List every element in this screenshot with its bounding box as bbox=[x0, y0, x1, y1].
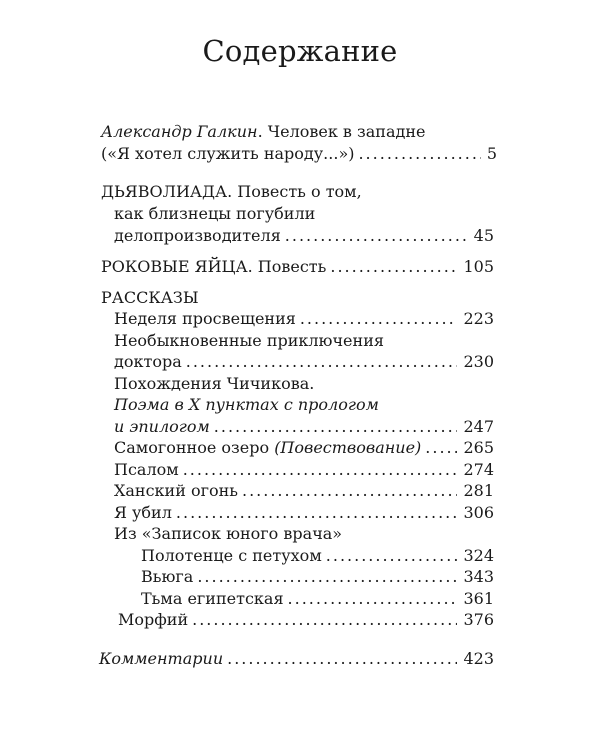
toc-entry-moonshine-lake[interactable] bbox=[114, 437, 494, 459]
toc-title: . Человек в западне bbox=[257, 122, 426, 141]
toc-entry-towel[interactable] bbox=[141, 545, 494, 567]
toc-page-number: 265 bbox=[463, 438, 494, 457]
toc-page-number: 247 bbox=[463, 417, 494, 436]
toc-title: («Я хотел служить народу...») bbox=[101, 144, 355, 163]
dot-leader bbox=[330, 256, 457, 278]
toc-entry-egyptian-darkness[interactable] bbox=[141, 588, 494, 610]
dot-leader bbox=[425, 437, 457, 459]
toc-title: как близнецы погубили bbox=[114, 204, 316, 223]
toc-subtitle: и эпилогом bbox=[114, 417, 210, 436]
toc-entry-doctor-line2[interactable] bbox=[114, 351, 494, 373]
toc-page-number: 105 bbox=[463, 257, 494, 276]
toc-entry-galkin[interactable] bbox=[101, 121, 497, 143]
toc-entry-fatal-eggs[interactable] bbox=[101, 256, 494, 278]
toc-title: Я убил bbox=[114, 503, 172, 522]
toc-entry-blizzard[interactable] bbox=[141, 566, 494, 588]
toc-title: ДЬЯВОЛИАДА. Повесть о том, bbox=[101, 182, 362, 201]
toc-title: Тьма египетская bbox=[141, 589, 284, 608]
dot-leader bbox=[285, 225, 468, 247]
toc-page-number: 274 bbox=[463, 460, 494, 479]
section-heading: РАССКАЗЫ bbox=[101, 288, 199, 307]
toc-page-number: 223 bbox=[463, 309, 494, 328]
toc-entry-i-killed[interactable] bbox=[114, 502, 494, 524]
subsection-heading: Из «Записок юного врача» bbox=[114, 524, 343, 543]
dot-leader bbox=[214, 416, 458, 438]
toc-entry-morphine[interactable] bbox=[118, 609, 494, 631]
toc-section-stories[interactable] bbox=[101, 287, 401, 309]
toc-title: Необыкновенные приключения bbox=[114, 331, 384, 350]
dot-leader bbox=[183, 459, 458, 481]
dot-leader bbox=[227, 648, 457, 670]
dot-leader bbox=[358, 143, 480, 165]
toc-title: Комментарии bbox=[99, 649, 224, 668]
toc-subtitle: (Повествование) bbox=[274, 438, 422, 457]
dot-leader bbox=[186, 351, 458, 373]
toc-title: Псалом bbox=[114, 460, 179, 479]
toc-entry-galkin-line2[interactable] bbox=[101, 143, 497, 165]
toc-entry-psalm[interactable] bbox=[114, 459, 494, 481]
toc-title: доктора bbox=[114, 352, 182, 371]
toc-subsection-young-doctor[interactable] bbox=[114, 523, 494, 545]
dot-leader bbox=[242, 480, 457, 502]
toc-entry-diaboliad[interactable] bbox=[101, 181, 497, 203]
toc-entry-enlightenment[interactable] bbox=[114, 308, 494, 330]
toc-title: Самогонное озеро bbox=[114, 438, 275, 457]
toc-title: Неделя просвещения bbox=[114, 309, 296, 328]
toc-page-number: 361 bbox=[463, 589, 494, 608]
toc-page-number: 376 bbox=[463, 610, 494, 629]
toc-author: Александр Галкин bbox=[101, 122, 258, 141]
dot-leader bbox=[288, 588, 458, 610]
page-title: Содержание bbox=[202, 34, 398, 68]
dot-leader bbox=[197, 566, 457, 588]
toc-title: Похождения Чичикова. bbox=[114, 374, 315, 393]
toc-page-number: 230 bbox=[463, 352, 494, 371]
toc-page-number: 306 bbox=[463, 503, 494, 522]
toc-page-number: 423 bbox=[463, 649, 494, 668]
toc-entry-diaboliad-line3[interactable] bbox=[114, 225, 494, 247]
toc-page-number: 45 bbox=[473, 226, 494, 245]
toc-entry-doctor[interactable] bbox=[114, 330, 494, 352]
toc-entry-chichikov[interactable] bbox=[114, 373, 494, 395]
toc-title: РОКОВЫЕ ЯЙЦА. Повесть bbox=[101, 257, 327, 276]
toc-page-number: 281 bbox=[463, 481, 494, 500]
toc-entry-comments[interactable] bbox=[99, 648, 494, 670]
dot-leader bbox=[192, 609, 457, 631]
toc-title: Морфий bbox=[118, 610, 189, 629]
toc-page-number: 343 bbox=[463, 567, 494, 586]
toc-entry-diaboliad-line2[interactable] bbox=[114, 203, 497, 225]
toc-title: делопроизводителя bbox=[114, 226, 281, 245]
dot-leader bbox=[326, 545, 458, 567]
toc-subtitle: Поэма в X пунктах с прологом bbox=[114, 395, 379, 414]
toc-title: Ханский огонь bbox=[114, 481, 238, 500]
toc-page-number: 324 bbox=[463, 546, 494, 565]
toc-entry-chichikov-line3[interactable] bbox=[114, 416, 494, 438]
toc-title: Вьюга bbox=[141, 567, 194, 586]
toc-title: Полотенце с петухом bbox=[141, 546, 322, 565]
toc-page-number: 5 bbox=[486, 144, 497, 163]
dot-leader bbox=[300, 308, 458, 330]
toc-entry-chichikov-line2[interactable] bbox=[114, 394, 494, 416]
dot-leader bbox=[176, 502, 458, 524]
toc-entry-khan-fire[interactable] bbox=[114, 480, 494, 502]
